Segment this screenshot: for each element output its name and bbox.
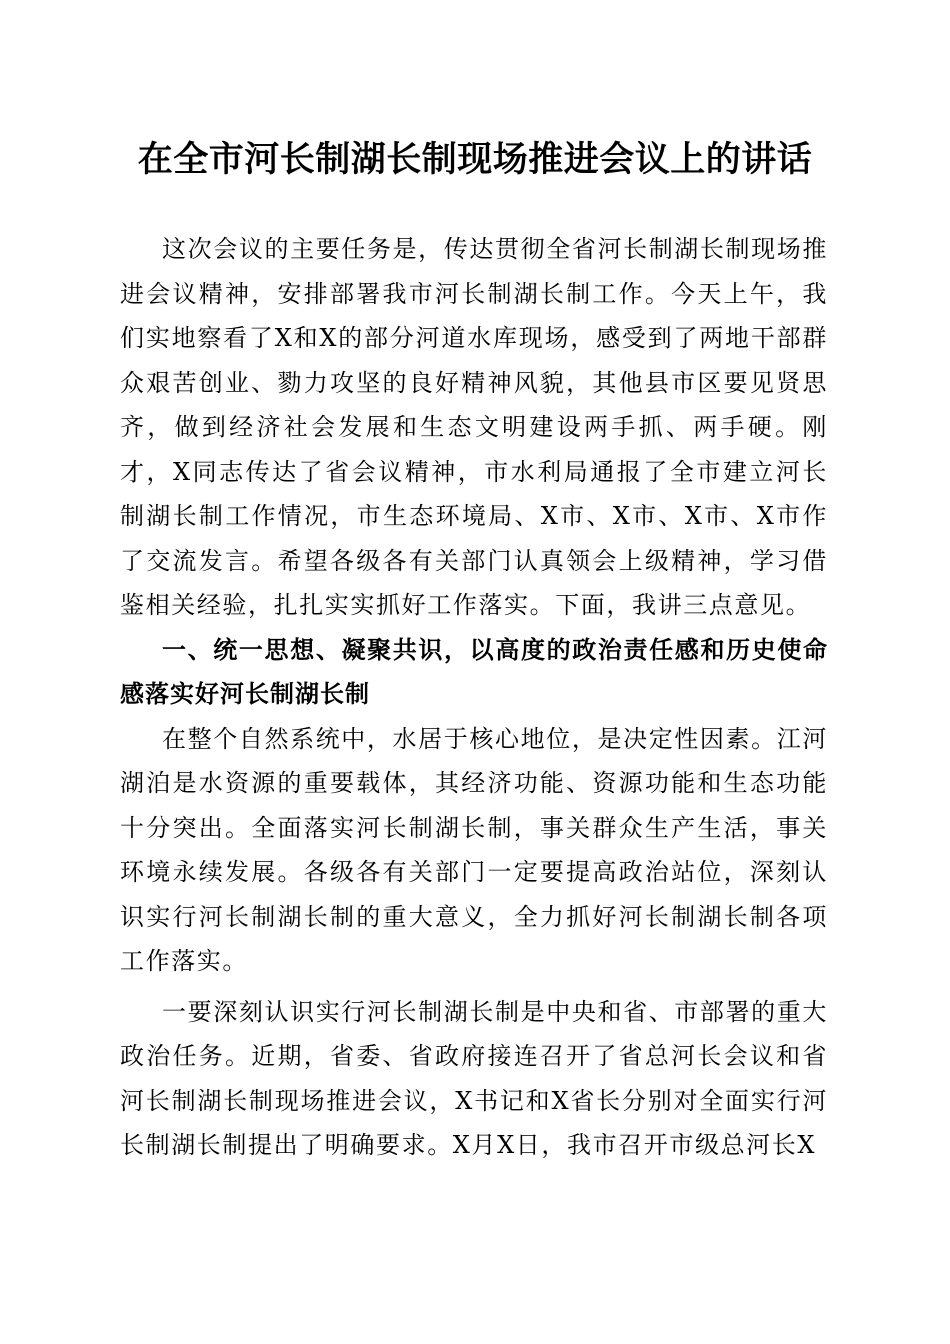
section-1-point-1-paragraph: 一要深刻认识实行河长制湖长制是中央和省、市部署的重大政治任务。近期，省委、省政府接连召开了省总河长会议和省河长制湖长制现场推进会议，X书记和X省长分别对全面实行河长制湖长制提出了明确要求。X月X日，我市召开市级总河长X (120, 997, 828, 1159)
section-heading-1: 一、统一思想、凝聚共识，以高度的政治责任感和历史使命感落实好河长制湖长制 (120, 635, 828, 708)
document-body (120, 227, 828, 1168)
intro-paragraph: 这次会议的主要任务是，传达贯彻全省河长制湖长制现场推进会议精神，安排部署我市河长制湖长制工作。今天上午，我们实地察看了X和X的部分河道水库现场，感受到了两地干部群众艰苦创业、勠力攻坚的良好精神风貌，其他县市区要见贤思齐，做到经济社会发展和生态文明建设两手抓、两手硬。刚才，X同志传达了省会议精神，市水利局通报了全市建立河长制湖长制工作情况，市生态环境局、X市、X市、X市、X市作了交流发言。希望各级各有关部门认真领会上级精神，学习借鉴相关经验，扎扎实实抓好工作落实。下面，我讲三点意见。 (120, 235, 828, 619)
document-title: 在全市河长制湖长制现场推进会议上的讲话 (137, 139, 813, 180)
section-1-paragraph: 在整个自然系统中，水居于核心地位，是决定性因素。江河湖泊是水资源的重要载体，其经济功能、资源功能和生态功能十分突出。全面落实河长制湖长制，事关群众生产生活，事关环境永续发展。各级各有关部门一定要提高政治站位，深刻认识实行河长制湖长制的重大意义，全力抓好河长制湖长制各项工作落实。 (120, 724, 828, 975)
